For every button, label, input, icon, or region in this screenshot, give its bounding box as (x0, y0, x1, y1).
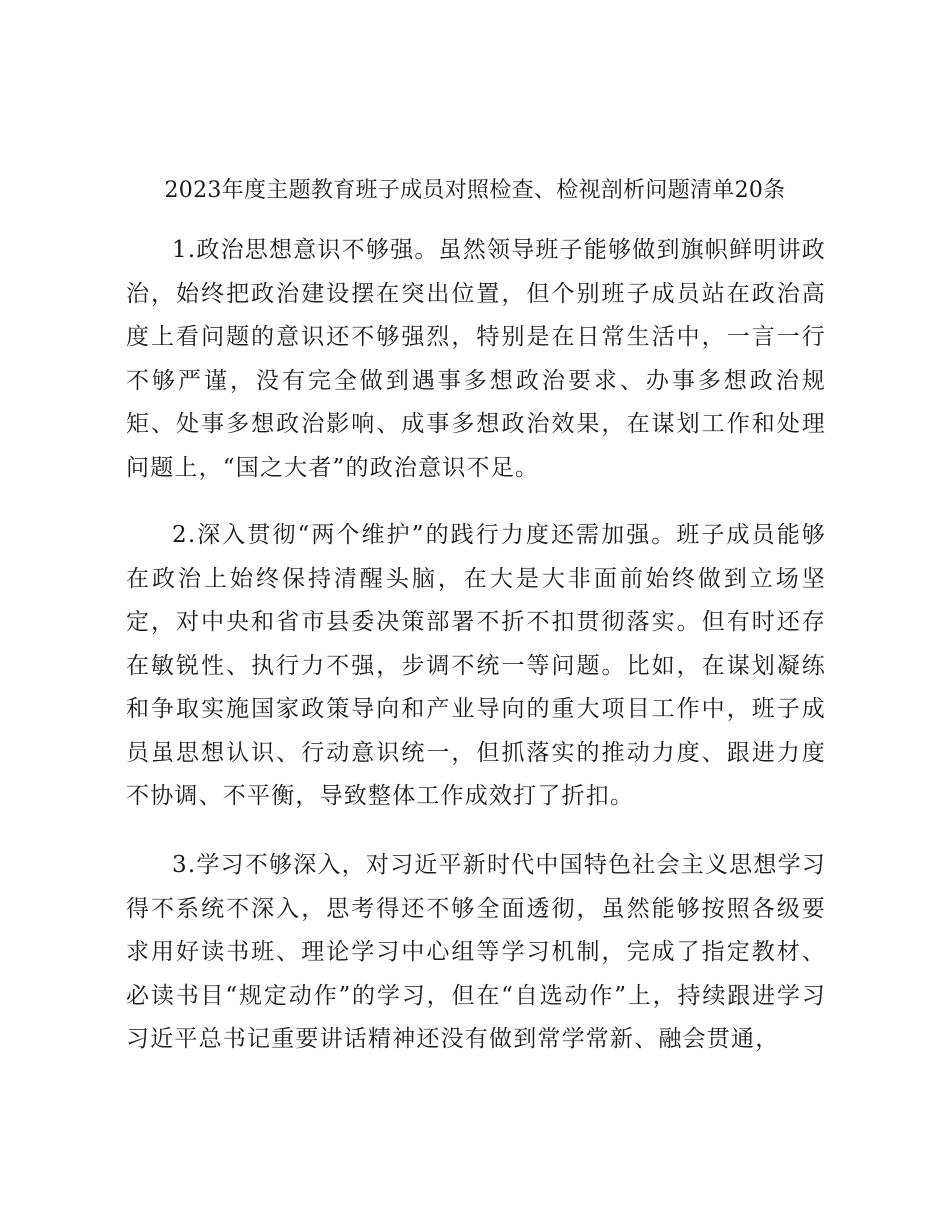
paragraph-2: 2.深入贯彻“两个维护”的践行力度还需加强。班子成员能够在政治上始终保持清醒头脑，在大是大非面前始终做到立场坚定，对中央和省市县委决策部署不折不扣贯彻落实。但有时还存在敏锐性、执行力不强，步调不统一等问题。比如，在谋划凝练和争取实施国家政策导向和产业导向的重大项目工作中，班子成员虽思想认识、行动意识统一，但抓落实的推动力度、跟进力度不协调、不平衡，导致整体工作成效打了折扣。 (126, 522, 826, 809)
paragraph-1: 1.政治思想意识不够强。虽然领导班子能够做到旗帜鲜明讲政治，始终把政治建设摆在突出位置，但个别班子成员站在政治高度上看问题的意识还不够强烈，特别是在日常生活中，一言一行不够严谨，没有完全做到遇事多想政治要求、办事多想政治规矩、处事多想政治影响、成事多想政治效果，在谋划工作和处理问题上，“国之大者”的政治意识不足。 (126, 237, 826, 481)
document-title: 2023年度主题教育班子成员对照检查、检视剖析问题清单20条 (164, 178, 786, 203)
paragraph-3: 3.学习不够深入，对习近平新时代中国特色社会主义思想学习得不系统不深入，思考得还不够全面透彻，虽然能够按照各级要求用好读书班、理论学习中心组等学习机制，完成了指定教材、必读书目“规定动作”的学习，但在“自选动作”上，持续跟进学习习近平总书记重要讲话精神还没有做到常学常新、融会贯通， (126, 852, 826, 1052)
